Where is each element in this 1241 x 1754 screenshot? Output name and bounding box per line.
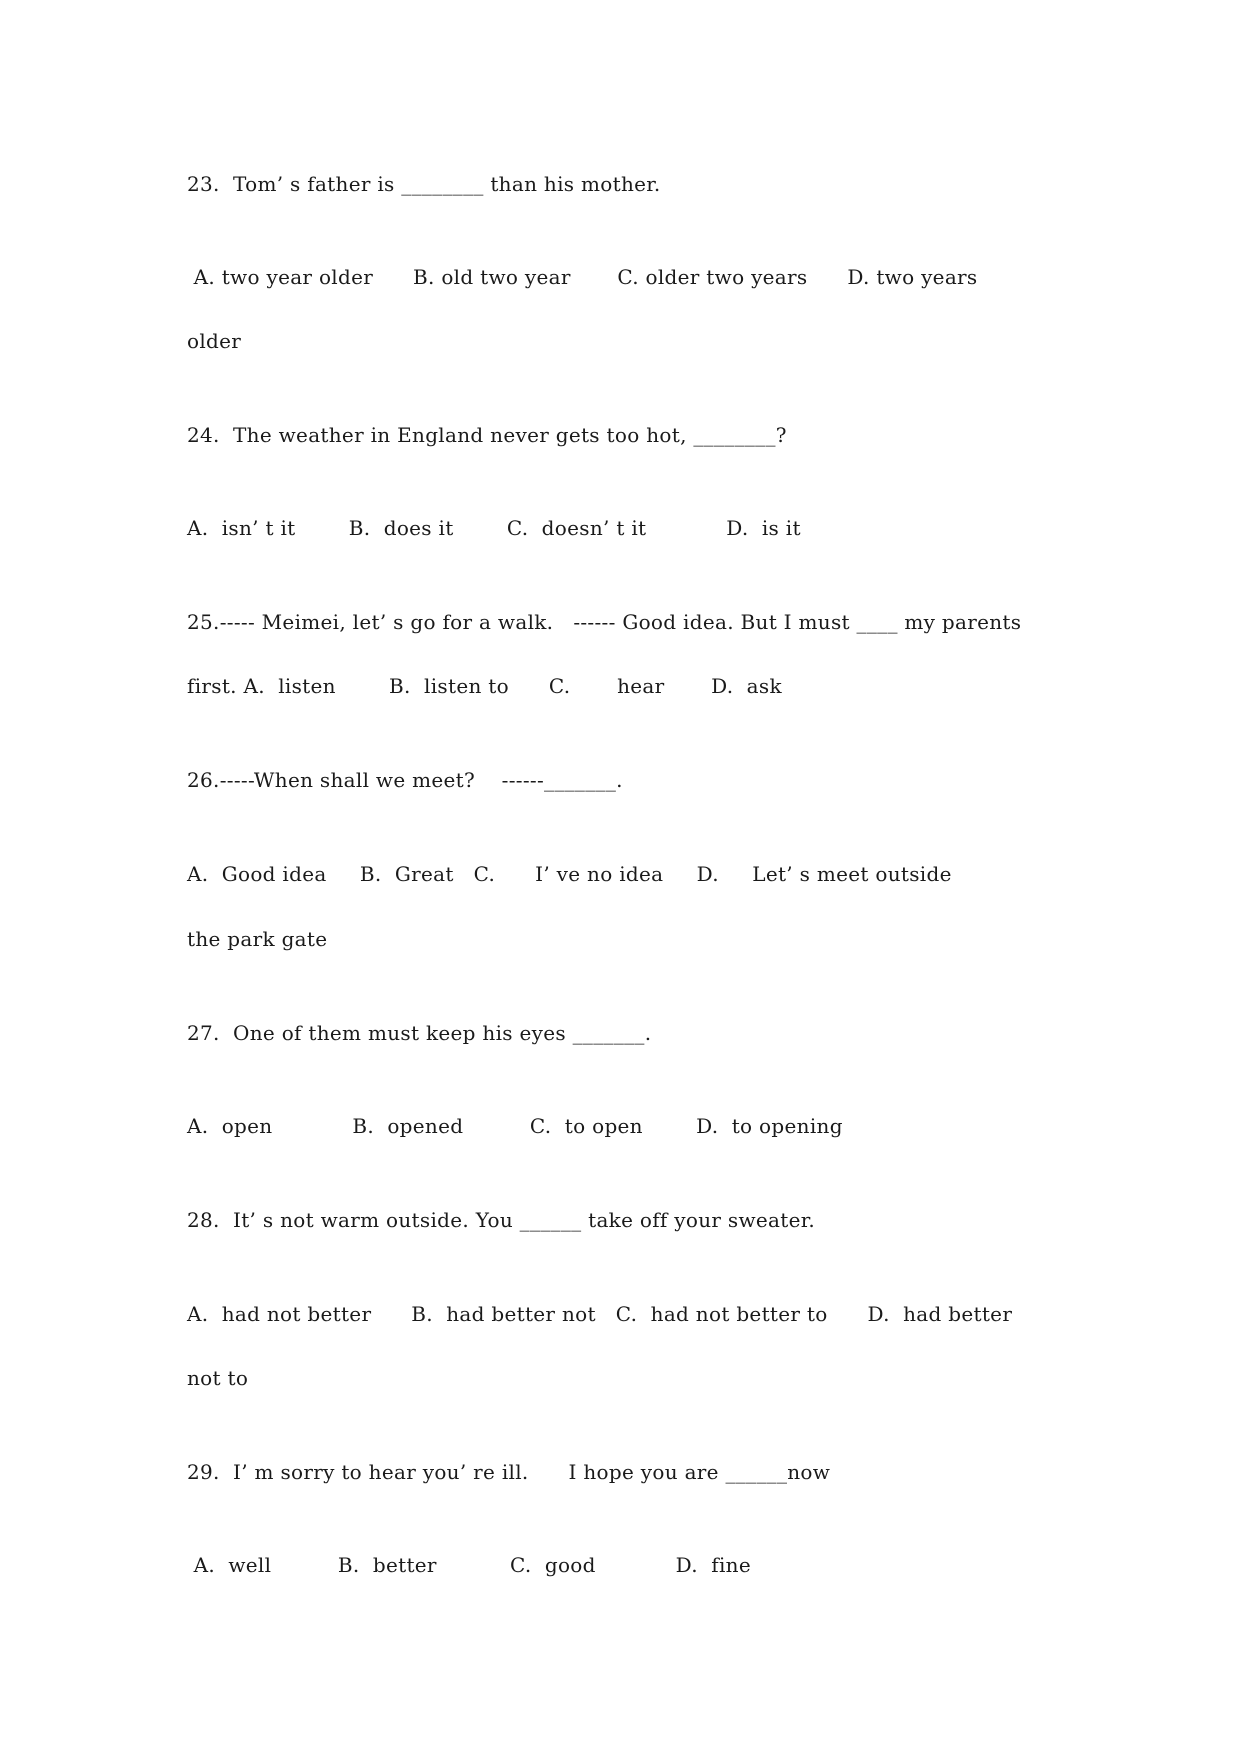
question-29-stem: 29. I’ m sorry to hear you’ re ill. I hope you are ______now bbox=[187, 1460, 831, 1484]
question-26-options-continued: the park gate bbox=[187, 927, 328, 951]
question-24-options: A. isn’ t it B. does it C. doesn’ t it D. is it bbox=[187, 516, 801, 540]
question-27-stem: 27. One of them must keep his eyes _______. bbox=[187, 1021, 652, 1045]
question-28-options-continued: not to bbox=[187, 1366, 249, 1390]
question-24-stem: 24. The weather in England never gets too hot, ________? bbox=[187, 423, 787, 447]
question-28-options: A. had not better B. had better not C. had not better to D. had better bbox=[187, 1302, 1013, 1326]
question-23-stem: 23. Tom’ s father is ________ than his mother. bbox=[187, 172, 661, 196]
question-28-stem: 28. It’ s not warm outside. You ______ take off your sweater. bbox=[187, 1208, 816, 1232]
question-29-options: A. well B. better C. good D. fine bbox=[187, 1553, 751, 1577]
question-26-options: A. Good idea B. Great C. I’ ve no idea D. Let’ s meet outside bbox=[187, 862, 952, 886]
question-23-options: A. two year older B. old two year C. older two years D. two years bbox=[187, 265, 978, 289]
question-26-stem: 26.-----When shall we meet? ------_______. bbox=[187, 768, 623, 792]
question-25-options: first. A. listen B. listen to C. hear D. ask bbox=[187, 674, 782, 698]
question-25-stem: 25.----- Meimei, let’ s go for a walk. ------ Good idea. But I must ____ my parents bbox=[187, 610, 1022, 634]
question-23-options-continued: older bbox=[187, 329, 242, 353]
question-27-options: A. open B. opened C. to open D. to opening bbox=[187, 1114, 843, 1138]
